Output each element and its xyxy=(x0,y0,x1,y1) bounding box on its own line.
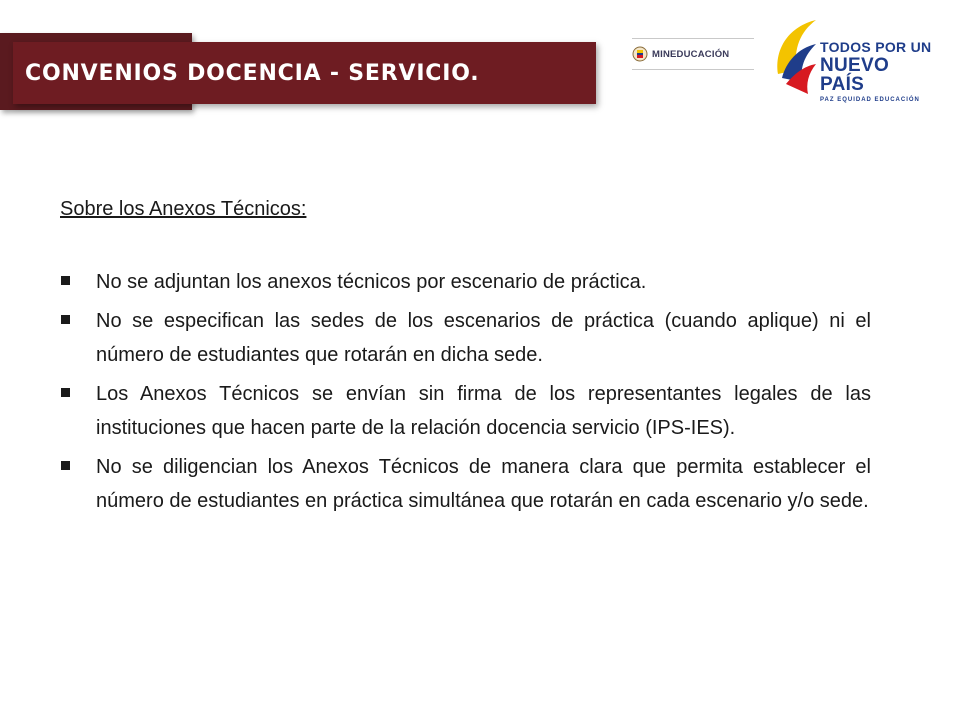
list-item-text: No se adjuntan los anexos técnicos por escenario de práctica. xyxy=(96,271,647,293)
section-subtitle: Sobre los Anexos Técnicos: xyxy=(60,198,307,220)
list-item-text: No se diligencian los Anexos Técnicos de manera clara que permita establecer el número de estudiantes en práctica simultánea que rotarán en cada escenario y/o sede. xyxy=(96,456,871,512)
list-item xyxy=(60,304,871,372)
mineducacion-logo xyxy=(632,38,754,70)
list-item xyxy=(60,265,871,299)
square-bullet-icon xyxy=(61,461,70,470)
ministry-name: MINEDUCACIÓN xyxy=(652,48,730,60)
findings-list xyxy=(60,265,871,518)
list-item xyxy=(60,377,871,445)
title-banner xyxy=(13,42,596,104)
campaign-line-2: NUEVO PAÍS xyxy=(820,55,890,95)
slide-body xyxy=(60,198,871,523)
square-bullet-icon xyxy=(61,388,70,397)
coat-of-arms-icon xyxy=(632,46,648,62)
campaign-line-1: TODOS POR UN xyxy=(820,39,932,55)
todos-por-un-nuevo-pais-logo xyxy=(772,18,932,103)
list-item-text: Los Anexos Técnicos se envían sin firma de los representantes legales de las instituciones que hacen parte de la relación docencia servicio (IPS-IES). xyxy=(96,383,871,439)
campaign-line-3: PAZ EQUIDAD EDUCACIÓN xyxy=(820,97,920,103)
campaign-text xyxy=(820,40,932,103)
list-item-text: No se especifican las sedes de los escenarios de práctica (cuando aplique) ni el número de estudiantes que rotarán en dicha sede. xyxy=(96,310,871,366)
square-bullet-icon xyxy=(61,276,70,285)
slide-title: CONVENIOS DOCENCIA - SERVICIO. xyxy=(25,60,480,86)
square-bullet-icon xyxy=(61,315,70,324)
list-item xyxy=(60,450,871,518)
